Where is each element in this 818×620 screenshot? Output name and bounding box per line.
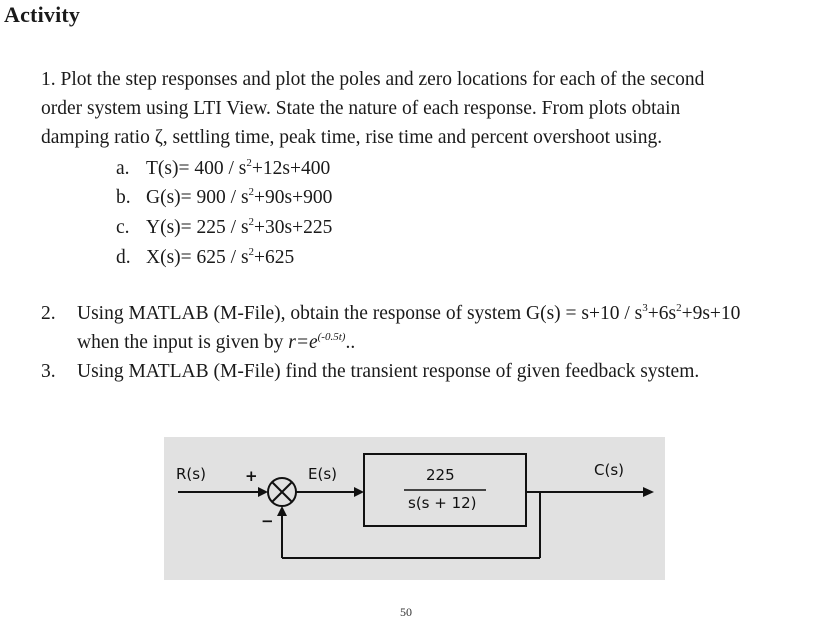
error-label: E(s) xyxy=(308,465,337,483)
q1-line-3: damping ratio ζ, settling time, peak time, rise time and percent overshoot using. xyxy=(41,127,663,148)
q2-text-b: +6s xyxy=(647,303,677,324)
plus-sign: + xyxy=(245,467,258,485)
q1-item-d xyxy=(116,247,294,269)
item-exponent: 2 xyxy=(248,246,255,258)
q2-text-c: +9s+10 xyxy=(681,303,741,324)
item-expr-rest: +30s+225 xyxy=(254,217,333,238)
q2-exponent-1: 3 xyxy=(642,302,648,314)
feedback-arrow-head xyxy=(277,506,287,516)
item-expr-rest: +90s+900 xyxy=(254,187,333,208)
page-number: 50 xyxy=(400,605,412,619)
item-exponent: 2 xyxy=(246,157,252,169)
item-letter: d. xyxy=(116,247,131,268)
item-expr-rest: +625 xyxy=(254,247,295,268)
item-expr-main: T(s)= 400 / s xyxy=(146,158,247,179)
page-title: Activity xyxy=(4,2,81,27)
item-expr-main: X(s)= 625 / s xyxy=(146,247,249,268)
q3-text: Using MATLAB (M-File) find the transient response of given feedback system. xyxy=(77,361,700,382)
question-3 xyxy=(41,361,699,383)
q2-exponent-2: 2 xyxy=(676,302,682,314)
q2-number: 2. xyxy=(41,303,56,324)
q2-input-expr: r=e xyxy=(288,332,318,353)
q1-line-2: order system using LTI View. State the nature of each response. From plots obtain xyxy=(41,98,681,119)
error-arrow-head xyxy=(354,487,364,497)
item-expr-rest: +12s+400 xyxy=(251,158,331,179)
q2-line2-end: .. xyxy=(345,332,356,353)
minus-sign: − xyxy=(261,512,274,530)
q1-line-1: 1. Plot the step responses and plot the poles and zero locations for each of the second xyxy=(41,69,705,90)
input-label: R(s) xyxy=(176,465,206,483)
item-expr-main: Y(s)= 225 / s xyxy=(146,217,249,238)
feedback-block-diagram xyxy=(164,437,665,580)
item-expr-main: G(s)= 900 / s xyxy=(146,187,249,208)
input-arrow-head xyxy=(258,487,268,497)
q2-line-1 xyxy=(41,303,740,325)
output-label: C(s) xyxy=(594,461,624,479)
item-letter: c. xyxy=(116,217,130,238)
q2-line2-text: when the input is given by xyxy=(77,332,289,353)
q2-line-2 xyxy=(77,332,355,354)
q3-number: 3. xyxy=(41,361,56,382)
q2-input-exponent: (-0.5t) xyxy=(317,331,346,343)
q1-item-a xyxy=(116,158,330,180)
item-letter: a. xyxy=(116,158,130,179)
q1-item-c xyxy=(116,217,332,239)
q2-text-a: Using MATLAB (M-File), obtain the response of system G(s) = s+10 / s xyxy=(77,303,643,324)
transfer-numerator: 225 xyxy=(426,466,455,484)
transfer-denominator: s(s + 12) xyxy=(408,494,477,512)
output-arrow-head xyxy=(643,487,654,497)
item-letter: b. xyxy=(116,187,131,208)
q1-item-b xyxy=(116,187,332,209)
item-exponent: 2 xyxy=(248,186,255,198)
item-exponent: 2 xyxy=(248,216,255,228)
